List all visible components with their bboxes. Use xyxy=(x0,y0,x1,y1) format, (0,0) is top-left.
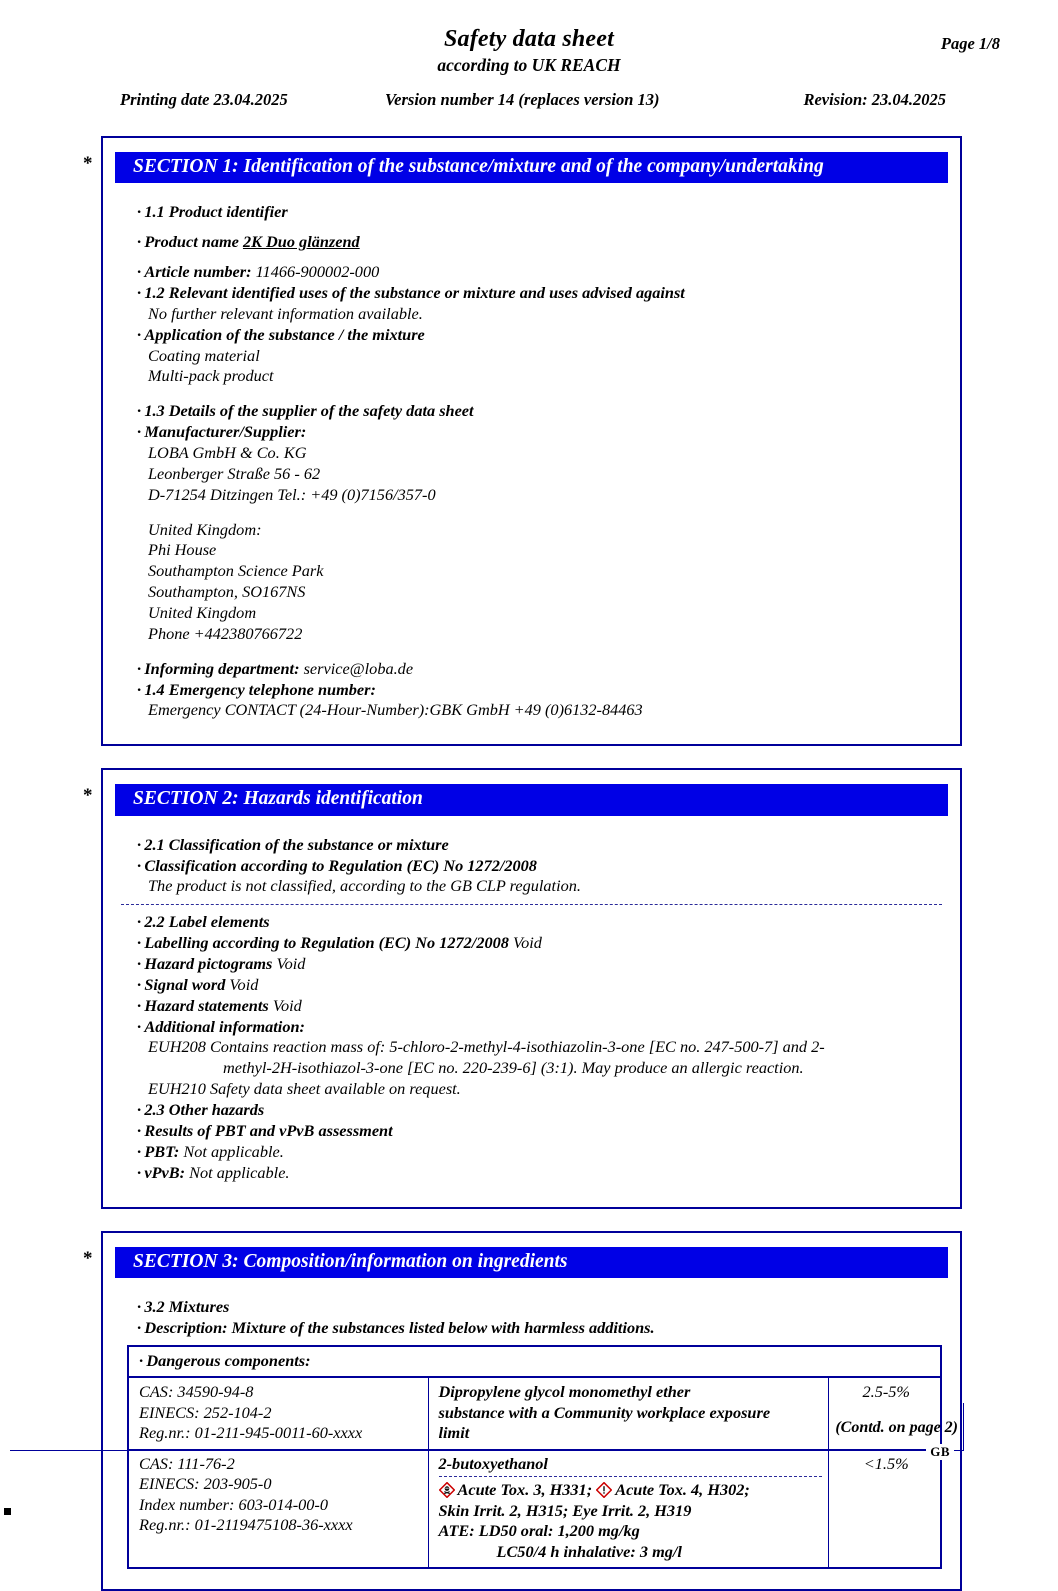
component-id-line: Index number: 603-014-00-0 xyxy=(139,1495,422,1516)
euh210-line: EUH210 Safety data sheet available on request. xyxy=(137,1079,942,1100)
application-line-1: Coating material xyxy=(137,346,942,367)
section-2-wrapper xyxy=(78,768,962,1208)
ghs06-skull-crossbones-icon xyxy=(439,1482,455,1498)
item-1-3-label: · 1.3 Details of the supplier of the safety data sheet xyxy=(137,401,942,422)
revision-date: Revision: 23.04.2025 xyxy=(803,90,946,110)
manufacturer-line: Leonberger Straße 56 - 62 xyxy=(137,464,942,485)
item-3-2-label: · 3.2 Mixtures xyxy=(137,1297,942,1318)
manufacturer-line: D-71254 Ditzingen Tel.: +49 (0)7156/357-0 xyxy=(137,485,942,506)
item-2-3-label: · 2.3 Other hazards xyxy=(137,1100,942,1121)
euh208-line-1: EUH208 Contains reaction mass of: 5-chloro-2-methyl-4-isothiazolin-3-one [EC no. 247-500-7] and 2- xyxy=(137,1037,942,1058)
hazard-statements-label: Hazard statements xyxy=(144,996,268,1015)
table-row xyxy=(128,1449,941,1568)
component-id-line: CAS: 34590-94-8 xyxy=(139,1382,422,1403)
corner-crop-mark xyxy=(4,1508,11,1515)
component-ate-line: LC50/4 h inhalative: 3 mg/l xyxy=(439,1542,822,1563)
classification-label: · Classification according to Regulation (EC) No 1272/2008 xyxy=(137,856,942,877)
signal-word-value: Void xyxy=(229,975,258,994)
document-meta-row xyxy=(0,90,1058,114)
component-name-cell xyxy=(428,1377,828,1449)
footer-rule xyxy=(10,1450,964,1451)
article-number-label: Article number: xyxy=(144,262,251,281)
hazard-pictograms-value: Void xyxy=(276,954,305,973)
informing-department-row xyxy=(137,659,942,680)
item-1-2-label: · 1.2 Relevant identified uses of the substance or mixture and uses advised against xyxy=(137,283,942,304)
article-number-value: 11466-900002-000 xyxy=(256,262,380,281)
classification-separator xyxy=(121,904,942,905)
article-number-row xyxy=(137,262,942,283)
component-percentage: 2.5-5% xyxy=(839,1382,935,1403)
vpvb-value: Not applicable. xyxy=(189,1163,289,1182)
manufacturer-label: · Manufacturer/Supplier: xyxy=(137,422,942,443)
section-1-wrapper xyxy=(78,136,962,746)
component-ate-line: ATE: LD50 oral: 1,200 mg/kg xyxy=(439,1521,822,1542)
description-value: Mixture of the substances listed below with harmless additions. xyxy=(232,1318,655,1337)
section-3-title: SECTION 3: Composition/information on ingredients xyxy=(115,1247,948,1278)
version-number: Version number 14 (replaces version 13) xyxy=(385,90,660,110)
component-id-line: CAS: 111-76-2 xyxy=(139,1454,422,1475)
component-identifiers-cell xyxy=(128,1449,428,1568)
component-name-extra: limit xyxy=(439,1423,822,1444)
component-hazard-text-1: Acute Tox. 3, H331; xyxy=(458,1480,593,1499)
component-id-line: EINECS: 252-104-2 xyxy=(139,1403,422,1424)
uk-address-line: Phi House xyxy=(137,540,942,561)
labelling-value: Void xyxy=(513,933,542,952)
hazard-pictograms-row xyxy=(137,954,942,975)
uk-address-line: United Kingdom xyxy=(137,603,942,624)
vpvb-row xyxy=(137,1163,942,1184)
item-1-4-text: Emergency CONTACT (24-Hour-Number):GBK GmbH +49 (0)6132-84463 xyxy=(137,700,942,721)
item-2-1-label: · 2.1 Classification of the substance or mixture xyxy=(137,835,942,856)
signal-word-label: Signal word xyxy=(144,975,225,994)
pbt-label: PBT: xyxy=(144,1142,179,1161)
section-3-change-marker: * xyxy=(83,1249,93,1268)
item-1-1-label: · 1.1 Product identifier xyxy=(137,202,942,223)
dangerous-components-table xyxy=(127,1345,942,1570)
additional-information-label: · Additional information: xyxy=(137,1017,942,1038)
component-identifiers-cell xyxy=(128,1377,428,1449)
section-1-change-marker: * xyxy=(83,154,93,173)
component-percentage: <1.5% xyxy=(839,1454,935,1475)
informing-department-value: service@loba.de xyxy=(304,659,413,678)
continued-on-page-note: (Contd. on page 2) xyxy=(835,1419,958,1437)
section-1-box xyxy=(101,136,962,746)
section-2-body xyxy=(115,816,948,1193)
uk-address-line: United Kingdom: xyxy=(137,520,942,541)
section-3-wrapper xyxy=(78,1231,962,1591)
labelling-row xyxy=(137,933,942,954)
application-label: · Application of the substance / the mixture xyxy=(137,325,942,346)
component-percentage-cell xyxy=(828,1377,941,1449)
component-hazard-classification-line xyxy=(439,1480,822,1501)
signal-word-row xyxy=(137,975,942,996)
section-2-title: SECTION 2: Hazards identification xyxy=(115,784,948,815)
section-2-change-marker: * xyxy=(83,786,93,805)
informing-department-label: Informing department: xyxy=(144,659,299,678)
hazard-statements-value: Void xyxy=(273,996,302,1015)
dangerous-components-title: · Dangerous components: xyxy=(128,1346,941,1378)
application-line-2: Multi-pack product xyxy=(137,366,942,387)
pbt-results-label: · Results of PBT and vPvB assessment xyxy=(137,1121,942,1142)
section-1-body xyxy=(115,183,948,730)
pbt-value: Not applicable. xyxy=(183,1142,283,1161)
section-1-title: SECTION 1: Identification of the substance/mixture and of the company/undertaking xyxy=(115,152,948,183)
component-name: Dipropylene glycol monomethyl ether xyxy=(439,1382,822,1403)
section-3-box xyxy=(101,1231,962,1591)
ghs07-exclamation-mark-icon xyxy=(596,1482,612,1498)
hazard-statements-row xyxy=(137,996,942,1017)
page-number: Page 1/8 xyxy=(941,34,1000,54)
document-title: Safety data sheet xyxy=(0,26,1058,53)
euh208-line-2: methyl-2H-isothiazol-3-one [EC no. 220-239-6] (3:1). May produce an allergic reaction. xyxy=(137,1058,942,1079)
component-name: 2-butoxyethanol xyxy=(439,1454,822,1475)
footer-rule-right xyxy=(963,1403,964,1451)
product-name-row xyxy=(137,232,942,253)
classification-text: The product is not classified, according to the GB CLP regulation. xyxy=(137,876,942,897)
description-label: Description: xyxy=(144,1318,227,1337)
uk-address-line: Southampton, SO167NS xyxy=(137,582,942,603)
manufacturer-line: LOBA GmbH & Co. KG xyxy=(137,443,942,464)
component-hazard-line: Skin Irrit. 2, H315; Eye Irrit. 2, H319 xyxy=(439,1501,822,1522)
item-1-4-label: · 1.4 Emergency telephone number: xyxy=(137,680,942,701)
table-row xyxy=(128,1377,941,1449)
dangerous-components-title-text: Dangerous components: xyxy=(146,1351,310,1370)
uk-phone-line: Phone +442380766722 xyxy=(137,624,942,645)
component-hazard-separator xyxy=(439,1476,822,1477)
pbt-row xyxy=(137,1142,942,1163)
product-name-label: Product name xyxy=(144,232,239,251)
component-id-line: Reg.nr.: 01-2119475108-36-xxxx xyxy=(139,1515,422,1536)
printing-date: Printing date 23.04.2025 xyxy=(120,90,288,110)
item-2-2-label: · 2.2 Label elements xyxy=(137,912,942,933)
country-code-badge: GB xyxy=(926,1444,954,1460)
labelling-label: Labelling according to Regulation (EC) No 1272/2008 xyxy=(144,933,509,952)
component-hazard-text-2: Acute Tox. 4, H302; xyxy=(615,1480,750,1499)
item-1-2-text: No further relevant information available. xyxy=(137,304,942,325)
section-2-box xyxy=(101,768,962,1208)
description-row xyxy=(137,1318,942,1339)
component-id-line: Reg.nr.: 01-211-945-0011-60-xxxx xyxy=(139,1423,422,1444)
component-id-line: EINECS: 203-905-0 xyxy=(139,1474,422,1495)
section-3-body xyxy=(115,1278,948,1576)
component-name-cell xyxy=(428,1449,828,1568)
product-name-value: 2K Duo glänzend xyxy=(243,232,360,251)
component-percentage-cell xyxy=(828,1449,941,1568)
hazard-pictograms-label: Hazard pictograms xyxy=(144,954,272,973)
uk-address-line: Southampton Science Park xyxy=(137,561,942,582)
document-subtitle: according to UK REACH xyxy=(0,55,1058,76)
vpvb-label: vPvB: xyxy=(144,1163,185,1182)
component-name-extra: substance with a Community workplace exposure xyxy=(439,1403,822,1424)
table-title-row xyxy=(128,1346,941,1378)
